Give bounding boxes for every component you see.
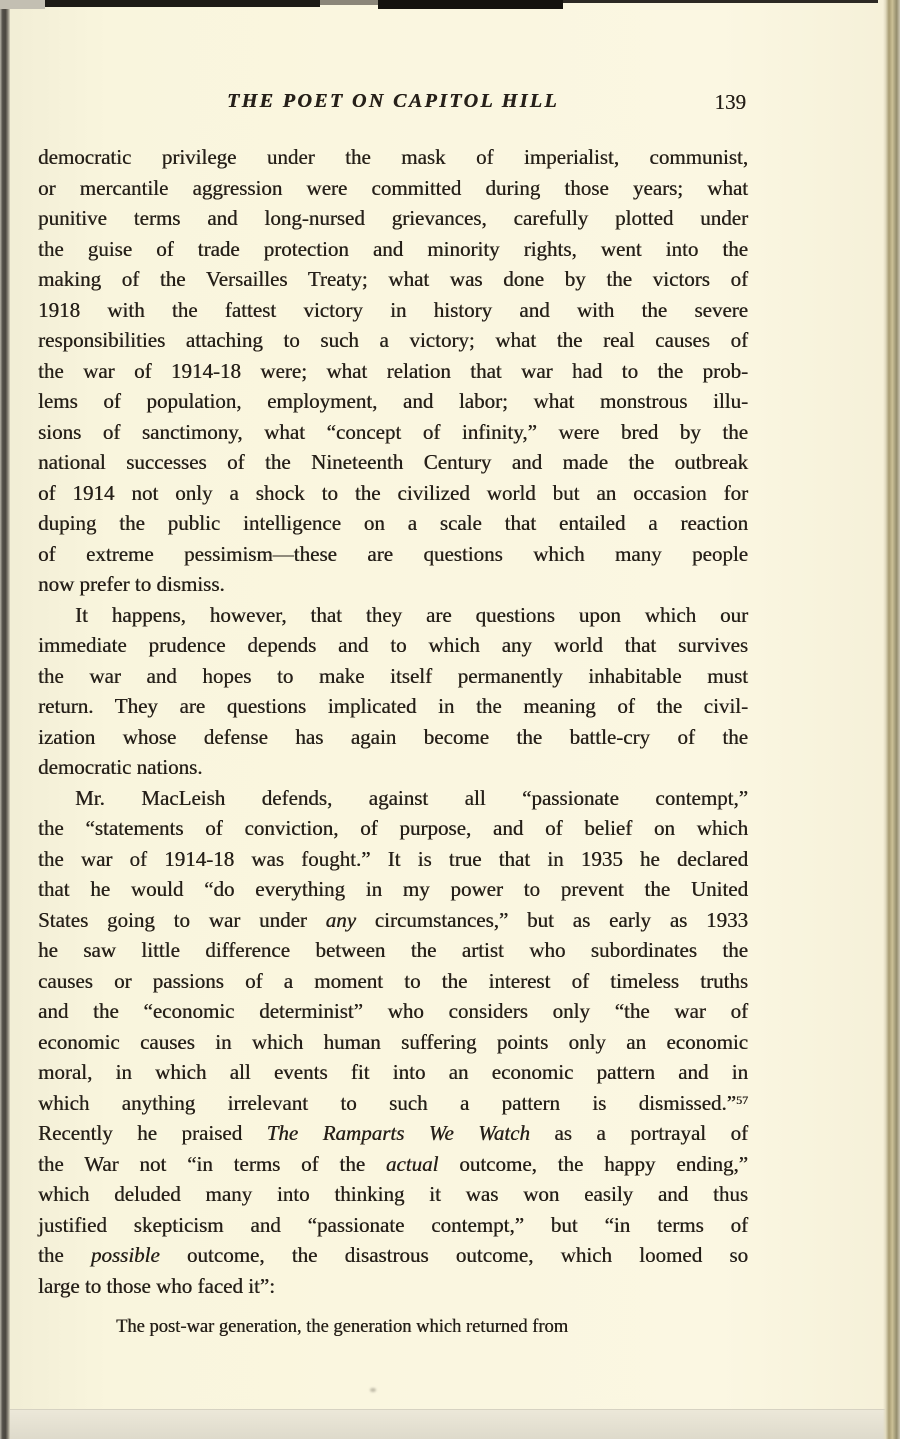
block-quote — [116, 1315, 708, 1339]
text-line: Mr. MacLeish defends, against all “passionate contempt,” — [75, 785, 748, 810]
text-line: making of the Versailles Treaty; what was done by the victors of — [38, 267, 748, 291]
text-line: responsibilities attaching to such a victory; what the real causes of — [38, 328, 748, 352]
text-line: the “statements of conviction, of purpose, and of belief on which — [38, 816, 748, 840]
scan-edge-top-segment — [563, 0, 878, 3]
text-line: moral, in which all events fit into an economic pattern and in — [38, 1060, 748, 1084]
text-line: the war and hopes to make itself permanently inhabitable must — [38, 663, 748, 688]
text-line: of extreme pessimism—these are questions which many people — [38, 541, 748, 566]
text-line: the guise of trade protection and minority rights, went into the — [38, 236, 748, 261]
paragraph — [38, 600, 748, 783]
text-line: democratic privilege under the mask of imperialist, communist, — [38, 145, 748, 169]
text-line: States going to war under any circumstances,” but as early as 1933 — [38, 907, 749, 932]
page-title: THE POET ON CAPITOL HILL — [226, 90, 560, 112]
scan-artifact — [370, 1388, 376, 1392]
body-text — [38, 142, 748, 1339]
text-line: economic causes in which human suffering points only an economic — [38, 1029, 748, 1054]
quote-line: The post-war generation, the generation which returned from — [116, 1317, 569, 1337]
scan-edge-bottom — [0, 1409, 900, 1439]
text-line: large to those who faced it”: — [38, 1273, 275, 1298]
text-line: democratic nations. — [38, 755, 203, 779]
scan-edge-top-segment — [378, 0, 563, 9]
text-line: immediate prudence depends and to which any world that survives — [38, 633, 748, 657]
paragraph — [38, 783, 748, 1302]
text-line: ization whose defense has again become the battle-cry of the — [38, 724, 748, 749]
paragraph — [38, 142, 748, 600]
text-line: or mercantile aggression were committed during those years; what — [38, 175, 748, 200]
text-line: which anything irrelevant to such a pattern is dismissed.”$^{57}$ — [38, 1090, 748, 1115]
running-head — [38, 90, 748, 118]
text-line: the War not “in terms of the actual outcome, the happy ending,” — [38, 1151, 748, 1176]
text-line: duping the public intelligence on a scale that entailed a reaction — [38, 511, 748, 535]
text-line: which deluded many into thinking it was won easily and thus — [38, 1182, 748, 1206]
text-line: lems of population, employment, and labor; what monstrous illu- — [38, 389, 748, 413]
text-line: causes or passions of a moment to the interest of timeless truths — [38, 968, 748, 993]
text-line: the war of 1914-18 were; what relation that war had to the prob- — [38, 358, 748, 383]
scan-edge-top-gap — [320, 0, 378, 5]
text-line: national successes of the Nineteenth Century and made the outbreak — [38, 450, 748, 474]
scan-edge-left — [0, 0, 10, 1439]
scan-edge-top-segment — [45, 0, 320, 7]
text-line: now prefer to dismiss. — [38, 572, 225, 596]
text-line: It happens, however, that they are questions upon which our — [75, 602, 748, 627]
page-number: 139 — [714, 90, 746, 114]
text-line: that he would “do everything in my power to prevent the United — [38, 877, 748, 901]
text-line: 1918 with the fattest victory in history and with the severe — [38, 297, 748, 322]
text-line: of 1914 not only a shock to the civilized world but an occasion for — [38, 480, 748, 505]
text-line: sions of sanctimony, what “concept of infinity,” were bred by the — [38, 419, 748, 444]
text-line: punitive terms and long-nursed grievances, carefully plotted under — [38, 206, 748, 230]
text-line: he saw little difference between the artist who subordinates the — [38, 938, 748, 962]
text-line: justified skepticism and “passionate contempt,” but “in terms of — [38, 1212, 748, 1237]
text-line: return. They are questions implicated in the meaning of the civil- — [38, 694, 748, 718]
scan-corner-top-left — [0, 0, 45, 9]
text-line: Recently he praised The Ramparts We Watch as a portrayal of — [38, 1121, 748, 1145]
text-line: and the “economic determinist” who considers only “the war of — [38, 999, 748, 1023]
text-line: the war of 1914-18 was fought.” It is true that in 1935 he declared — [38, 846, 748, 871]
text-line: the possible outcome, the disastrous outcome, which loomed so — [38, 1243, 748, 1267]
scan-edge-right — [883, 0, 900, 1439]
